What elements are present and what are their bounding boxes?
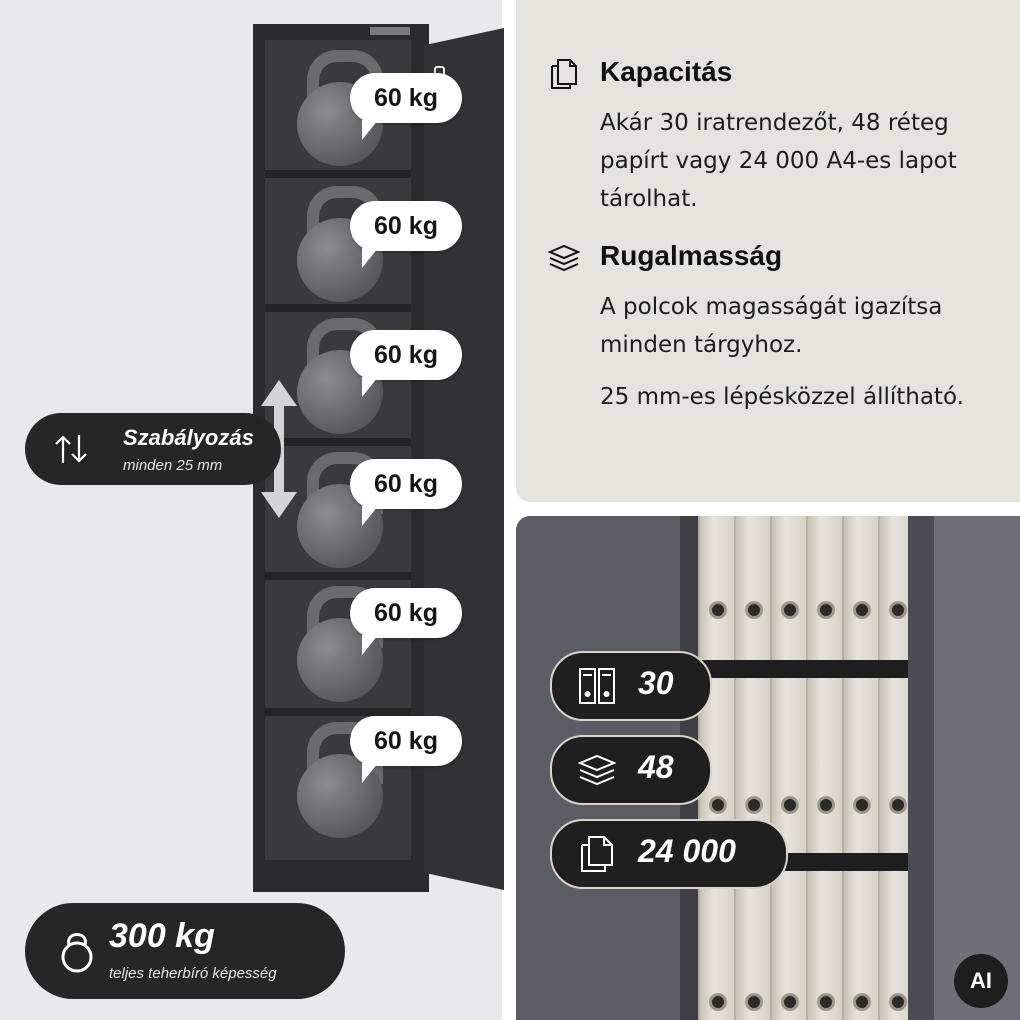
binder-ring-hole xyxy=(817,993,835,1011)
binder-ring-hole xyxy=(745,601,763,619)
cabinet-door-open xyxy=(934,516,1020,1020)
ai-badge: AI xyxy=(954,954,1008,1008)
documents-icon xyxy=(578,835,616,873)
binder xyxy=(842,516,878,1020)
load-capacity-pill xyxy=(25,903,345,999)
capacity-title: Kapacitás xyxy=(600,56,733,87)
weight-label: 60 kg xyxy=(350,330,462,380)
bubble-tail xyxy=(362,248,378,268)
binder-ring-hole xyxy=(709,993,727,1011)
binder-ring-hole xyxy=(745,796,763,814)
layers-stat-pill xyxy=(550,735,712,805)
capacity-text: Akár 30 iratrendezőt, 48 réteg papírt vagy 24 000 A4-es lapot tárolhat. xyxy=(600,110,957,212)
weight-label: 60 kg xyxy=(350,716,462,766)
kettlebell-icon xyxy=(57,927,97,973)
bubble-tail xyxy=(362,506,378,526)
binder-ring-hole xyxy=(781,601,799,619)
binder-ring-hole xyxy=(745,993,763,1011)
binder-ring-hole xyxy=(889,993,907,1011)
binder xyxy=(770,516,806,1020)
bubble-tail xyxy=(362,763,378,783)
binder-ring-hole xyxy=(709,601,727,619)
sheets-stat-pill xyxy=(550,819,788,889)
load-value: 300 kg xyxy=(109,917,215,955)
adjust-pill xyxy=(25,413,281,485)
weight-label: 60 kg xyxy=(350,588,462,638)
sheets-count: 24 000 xyxy=(638,833,736,869)
binder-ring-hole xyxy=(853,601,871,619)
binder-ring-hole xyxy=(889,601,907,619)
bubble-tail xyxy=(362,120,378,140)
layers-count: 48 xyxy=(638,749,674,785)
adjust-title: Szabályozás xyxy=(123,425,254,450)
binder-ring-hole xyxy=(781,993,799,1011)
binder-ring-hole xyxy=(781,796,799,814)
cabinet-frame-right xyxy=(908,516,936,1020)
binder-ring-hole xyxy=(709,796,727,814)
binder xyxy=(734,516,770,1020)
paper-stack-icon xyxy=(578,751,616,789)
layers-icon xyxy=(548,242,580,274)
weight-label: 60 kg xyxy=(350,201,462,251)
shelf xyxy=(265,170,411,178)
binder xyxy=(806,516,842,1020)
shelf xyxy=(696,660,910,678)
cabinet-brand-label xyxy=(370,27,410,35)
binder-ring-hole xyxy=(817,601,835,619)
load-subtitle: teljes teherbíró képesség xyxy=(109,965,277,982)
binder-ring-hole xyxy=(853,993,871,1011)
flexibility-title: Rugalmasság xyxy=(600,240,783,271)
binders-stat-pill xyxy=(550,651,712,721)
flexibility-text: A polcok magasságát igazítsa minden tárgyhoz. xyxy=(600,294,943,358)
binders-icon xyxy=(578,667,616,705)
binder-ring-hole xyxy=(817,796,835,814)
binders-count: 30 xyxy=(638,665,674,701)
shelf xyxy=(265,708,411,716)
weight-label: 60 kg xyxy=(350,459,462,509)
documents-icon xyxy=(548,58,580,90)
up-down-arrows-icon xyxy=(53,431,89,467)
binder-ring-hole xyxy=(889,796,907,814)
shelf xyxy=(265,572,411,580)
adjust-subtitle: minden 25 mm xyxy=(123,457,223,474)
flexibility-step-text: 25 mm-es lépésközzel állítható. xyxy=(600,384,964,410)
weight-label: 60 kg xyxy=(350,73,462,123)
shelf xyxy=(265,304,411,312)
bubble-tail xyxy=(362,635,378,655)
binder-ring-hole xyxy=(853,796,871,814)
bubble-tail xyxy=(362,377,378,397)
